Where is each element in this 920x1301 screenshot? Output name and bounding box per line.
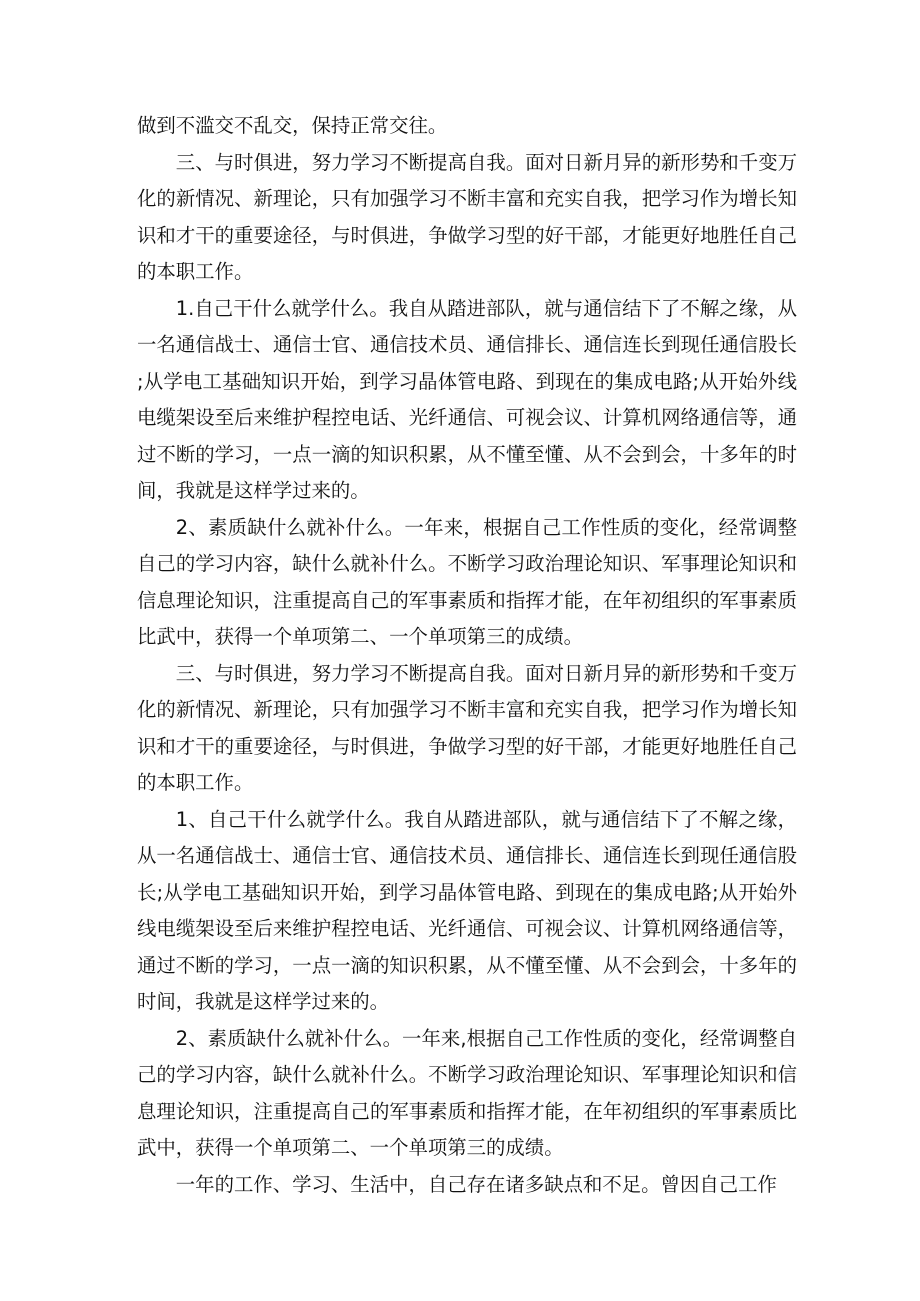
- paragraph-item-two: 2、素质缺什么就补什么。一年来，根据自己工作性质的变化，经常调整自己的学习内容，缺什么就补什么。不断学习政治理论知识、军事理论知识和信息理论知识，注重提高自己的军事素质和指挥才能，在年初组织的军事素质比武中，获得一个单项第二、一个单项第三的成绩。: [137, 515, 797, 648]
- paragraph-continuation: 做到不滥交不乱交，保持正常交往。: [137, 114, 448, 137]
- document-body: [137, 108, 797, 1203]
- paragraph-item-one: 1.自己干什么就学什么。我自从踏进部队，就与通信结下了不解之缘，从一名通信战士、通信士官、通信技术员、通信排长、通信连长到现任通信股长;从学电工基础知识开始，到学习晶体管电路、到现在的集成电路;从开始外线电缆架设至后来维护程控电话、光纤通信、可视会议、计算机网络通信等，通过不断的学习，一点一滴的知识积累，从不懂至懂、从不会到会，十多年的时间，我就是这样学过来的。: [137, 296, 797, 502]
- paragraph-section-three-repeat: 三、与时俱进，努力学习不断提高自我。面对日新月异的新形势和千变万化的新情况、新理论，只有加强学习不断丰富和充实自我，把学习作为增长知识和才干的重要途径，与时俱进，争做学习型的好干部，才能更好地胜任自己的本职工作。: [137, 661, 797, 794]
- paragraph-item-one-repeat: 1、自己干什么就学什么。我自从踏进部队，就与通信结下了不解之缘，从一名通信战士、通信士官、通信技术员、通信排长、通信连长到现任通信股长;从学电工基础知识开始，到学习晶体管电路、到现在的集成电路;从开始外线电缆架设至后来维护程控电话、光纤通信、可视会议、计算机网络通信等，通过不断的学习，一点一滴的知识积累，从不懂至懂、从不会到会，十多年的时间，我就是这样学过来的。: [137, 807, 797, 1013]
- paragraph-shortcomings: 一年的工作、学习、生活中，自己存在诸多缺点和不足。曾因自己工作: [175, 1172, 777, 1196]
- paragraph-section-three: 三、与时俱进，努力学习不断提高自我。面对日新月异的新形势和千变万化的新情况、新理论，只有加强学习不断丰富和充实自我，把学习作为增长知识和才干的重要途径，与时俱进，争做学习型的好干部，才能更好地胜任自己的本职工作。: [137, 150, 797, 283]
- paragraph-item-two-repeat: 2、素质缺什么就补什么。一年来,根据自己工作性质的变化，经常调整自己的学习内容，缺什么就补什么。不断学习政治理论知识、军事理论知识和信息理论知识，注重提高自己的军事素质和指挥才能，在年初组织的军事素质比武中，获得一个单项第二、一个单项第三的成绩。: [137, 1026, 797, 1159]
